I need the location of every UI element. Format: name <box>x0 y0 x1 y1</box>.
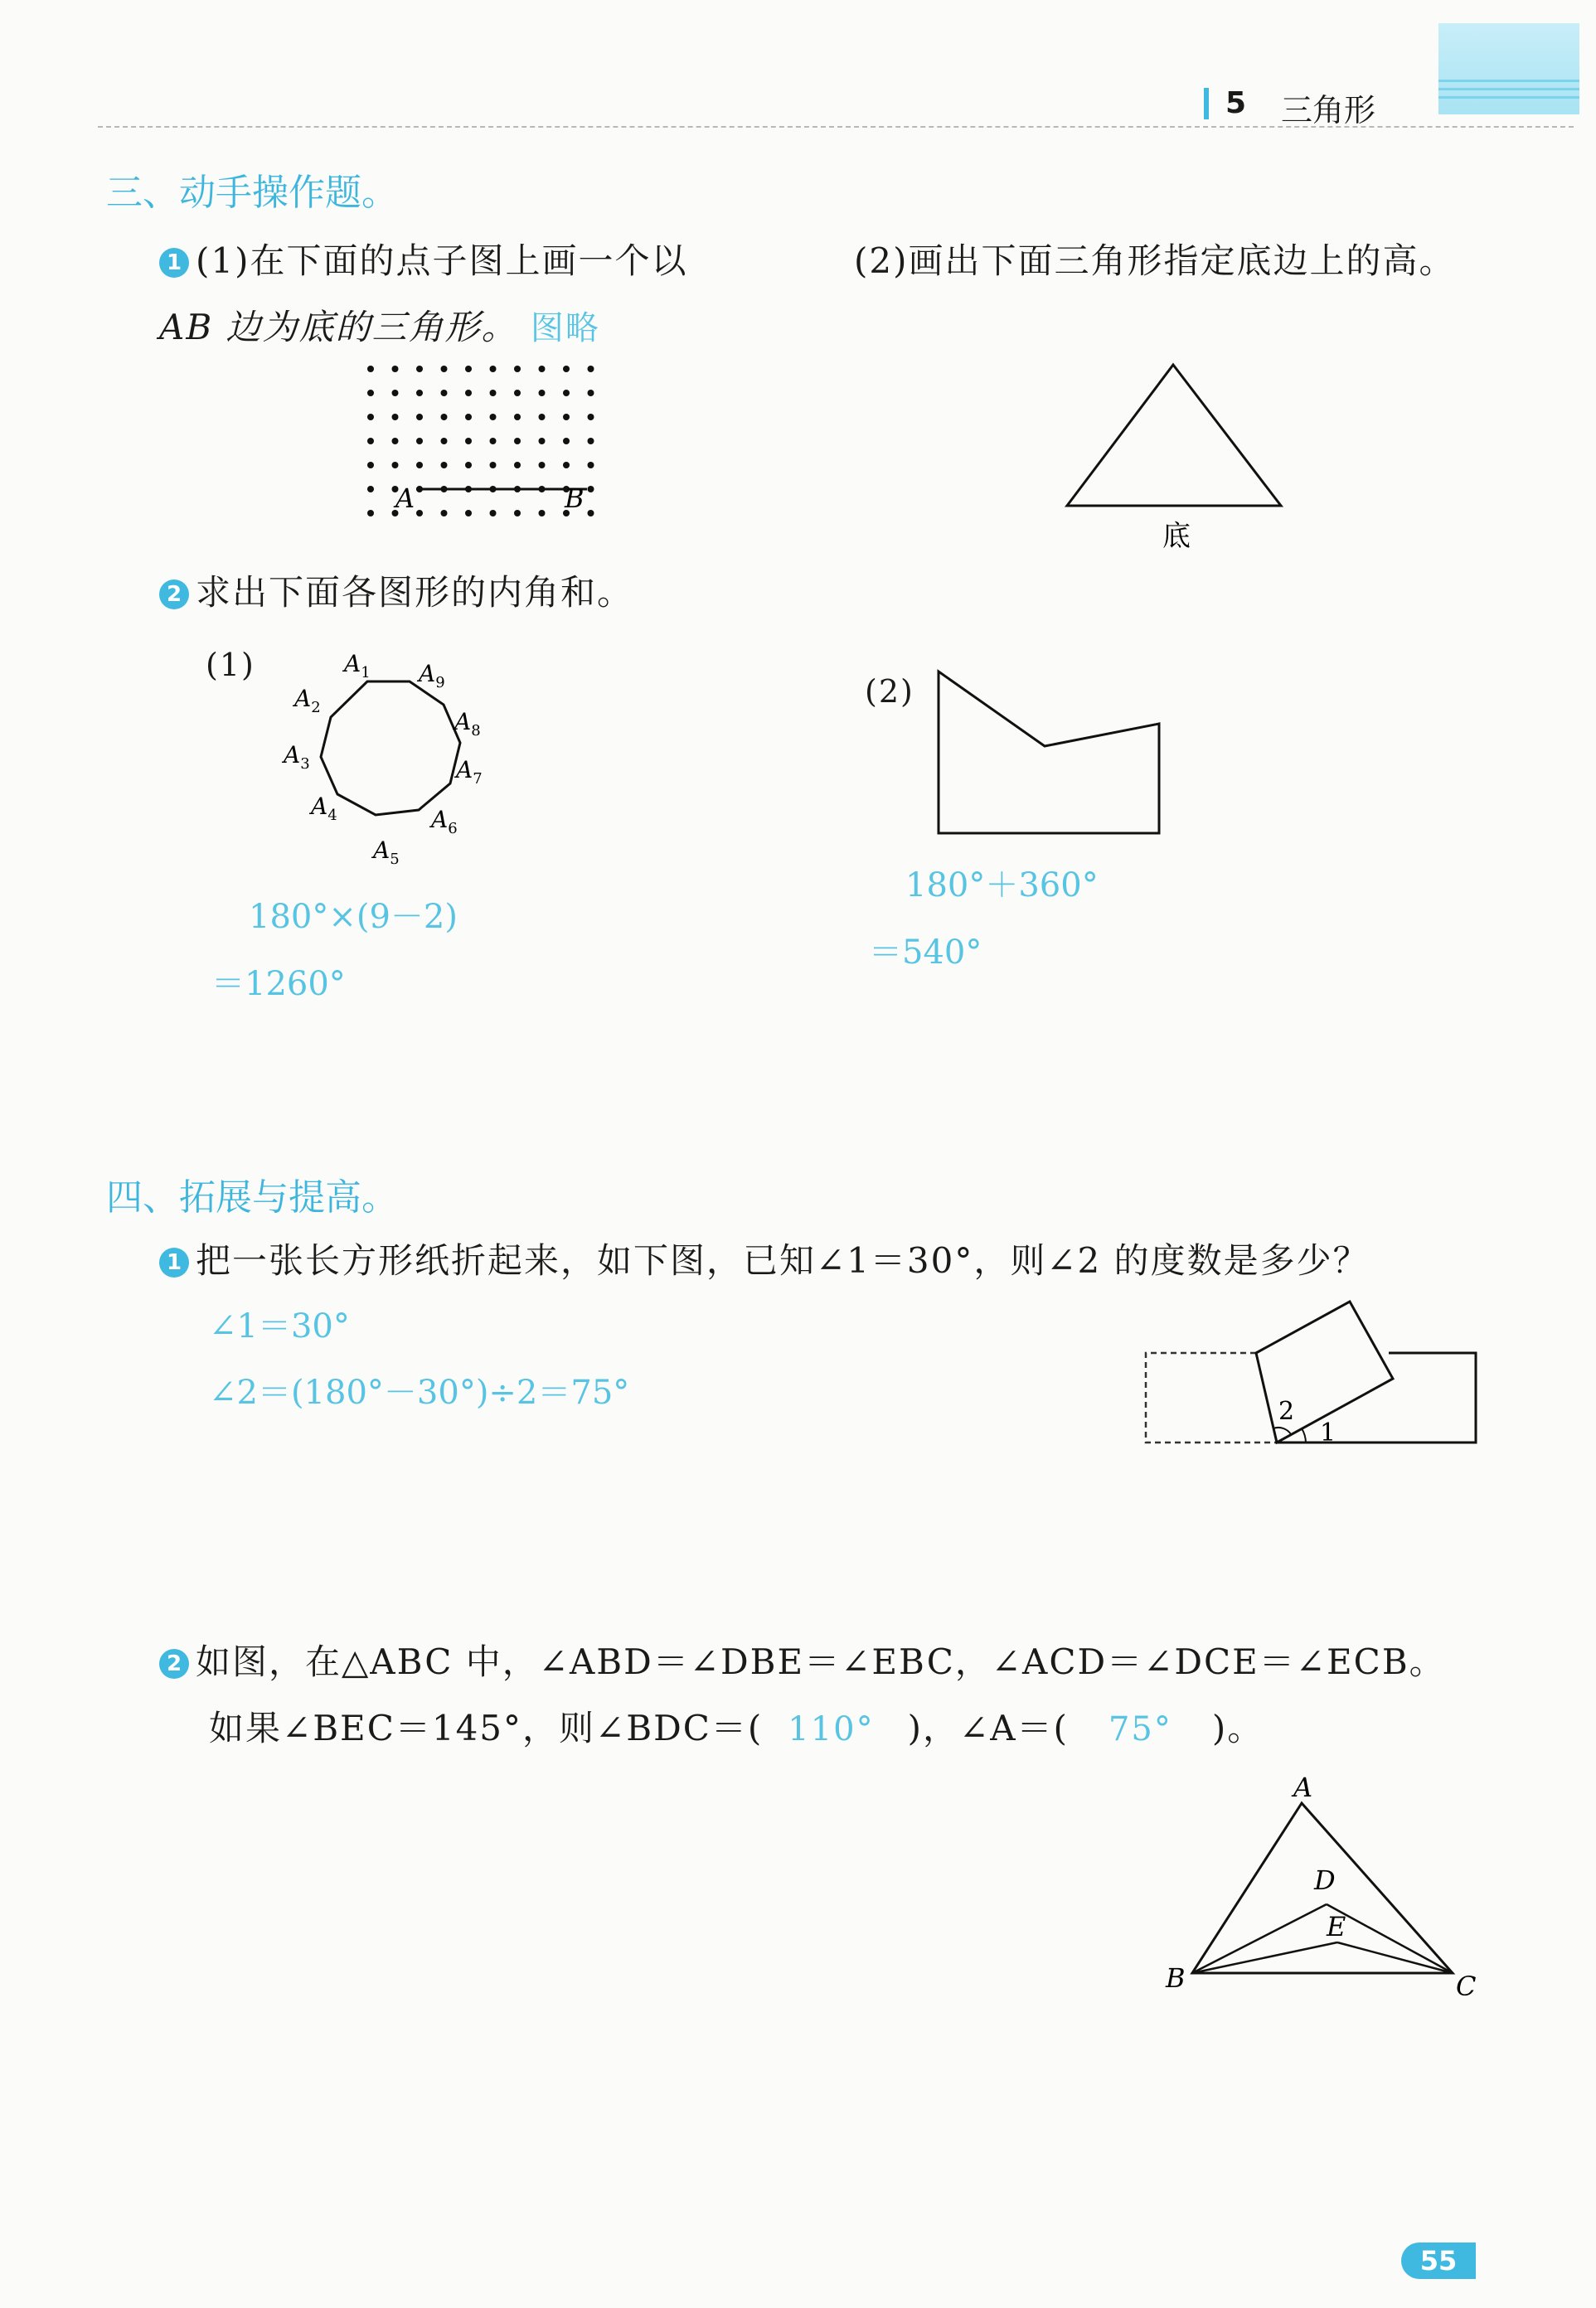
angle2-arc <box>1273 1428 1291 1434</box>
angle2-label: 2 <box>1278 1397 1295 1426</box>
grid-dot <box>367 390 374 396</box>
header-bar <box>0 0 1596 133</box>
grid-dot <box>563 414 570 420</box>
angle1-arc <box>1302 1428 1306 1442</box>
s4-q1-line <box>159 1234 1370 1283</box>
triangle-figure <box>1061 356 1310 555</box>
grid-dot <box>441 462 448 468</box>
grid-dot <box>588 462 594 468</box>
segment-bd <box>1192 1904 1327 1973</box>
s3-q1-part2-text: (2)画出下面三角形指定底边上的高。 <box>854 240 1456 281</box>
unfolded-outline <box>1146 1353 1277 1442</box>
dot-grid-figure <box>352 356 609 522</box>
grid-dot <box>539 366 546 372</box>
s3-q1-part1-text: (1)在下面的点子图上画一个以 <box>196 240 688 281</box>
grid-dot <box>392 438 399 444</box>
grid-dot <box>539 462 546 468</box>
answer1-line2: ＝1260° <box>211 965 346 1003</box>
s3-q1-part1-text2: AB 边为底的三角形。 <box>159 307 518 347</box>
grid-dot <box>490 438 497 444</box>
vertex-label-a9: $A_9$ <box>419 660 445 691</box>
grid-dot <box>465 366 472 372</box>
vertex-label-a2: $A_2$ <box>294 685 321 716</box>
grid-dot <box>416 414 423 420</box>
vertex-b-label: B <box>1166 1962 1186 1994</box>
nonagon-shape <box>321 681 460 815</box>
s4-q1-answer-line2: ∠2＝(180°－30°)÷2＝75° <box>209 1374 630 1412</box>
grid-dot <box>392 414 399 420</box>
nonagon-figure <box>274 638 514 870</box>
grid-dot <box>563 390 570 396</box>
folded-paper-figure <box>1136 1293 1484 1459</box>
vertex-label-a4: $A_4$ <box>311 793 337 824</box>
grid-dot <box>367 438 374 444</box>
grid-dot <box>416 438 423 444</box>
grid-dot <box>490 414 497 420</box>
header-dashed-rule <box>98 126 1574 128</box>
grid-dot <box>441 414 448 420</box>
s3-q2-text: 求出下面各图形的内角和。 <box>196 572 634 613</box>
label-b: B <box>565 482 585 514</box>
chapter-title: 三角形 <box>1281 92 1376 128</box>
s4-q2-text1: 如图，在△ABC 中，∠ABD＝∠DBE＝∠EBC，∠ACD＝∠DCE＝∠ECB。 <box>196 1641 1446 1682</box>
vertex-label-a5: $A_5$ <box>373 836 400 868</box>
s4-q1-answer-line1: ∠1＝30° <box>209 1307 350 1346</box>
s4-q2-text2-pre: 如果∠BEC＝145°，则∠BDC＝( <box>209 1708 764 1748</box>
grid-dot <box>392 462 399 468</box>
s4-q2-text2-mid: )，∠A＝( <box>907 1708 1069 1748</box>
vertex-label-a6: $A_6$ <box>431 806 458 837</box>
grid-dot <box>392 366 399 372</box>
answer-angle-a: 75° <box>1108 1710 1172 1748</box>
grid-dot <box>588 486 594 492</box>
fig1-label: (1) <box>206 647 255 683</box>
grid-dot <box>539 390 546 396</box>
grid-dot <box>441 438 448 444</box>
section3-title: 三、动手操作题。 <box>106 172 398 214</box>
grid-dot <box>465 438 472 444</box>
grid-dot <box>392 390 399 396</box>
answer2-line2: ＝540° <box>869 933 982 972</box>
grid-dot <box>416 390 423 396</box>
answer1-line1: 180°×(9－2) <box>249 898 458 936</box>
grid-dot <box>588 510 594 516</box>
s3-q1-badge: 1 <box>159 248 189 278</box>
grid-dot <box>490 366 497 372</box>
grid-dot <box>514 390 521 396</box>
grid-dot <box>367 510 374 516</box>
s3-q2-badge: 2 <box>159 579 189 609</box>
grid-dot <box>441 510 448 516</box>
page-number: 55 <box>1419 2245 1458 2276</box>
grid-dot <box>490 390 497 396</box>
triangle-shape <box>1067 365 1281 506</box>
angle1-label: 1 <box>1320 1418 1336 1447</box>
grid-dot <box>563 366 570 372</box>
grid-dot <box>490 462 497 468</box>
grid-dot <box>514 414 521 420</box>
answer-bdc: 110° <box>788 1710 875 1748</box>
grid-dot <box>588 438 594 444</box>
grid-dot <box>465 414 472 420</box>
triangle-abc-figure <box>1161 1770 1509 2010</box>
segment-ec <box>1337 1942 1453 1973</box>
grid-dot <box>441 366 448 372</box>
grid-dot <box>563 462 570 468</box>
vertex-label-a3: $A_3$ <box>284 741 310 773</box>
s3-q2-line <box>159 565 633 615</box>
grid-dot <box>514 366 521 372</box>
grid-dot <box>416 510 423 516</box>
s4-q2-badge: 2 <box>159 1649 189 1679</box>
grid-dot <box>490 510 497 516</box>
s4-q2-line1 <box>159 1635 1446 1685</box>
label-a: A <box>395 482 415 514</box>
vertex-label-a1: $A_1$ <box>344 650 371 681</box>
grid-dot <box>441 390 448 396</box>
grid-dot <box>416 462 423 468</box>
grid-dot <box>367 366 374 372</box>
grid-dot <box>465 462 472 468</box>
pentagon-shape <box>939 672 1159 833</box>
grid-dot <box>539 438 546 444</box>
s3-q1-answer: 图略 <box>530 309 600 347</box>
remaining-rectangle <box>1277 1353 1476 1442</box>
grid-dot <box>588 390 594 396</box>
section4-title: 四、拓展与提高。 <box>106 1176 398 1219</box>
grid-dot <box>539 414 546 420</box>
vertex-label-a8: $A_8$ <box>454 708 481 739</box>
s3-q1-line2 <box>159 300 600 350</box>
pentagon-figure <box>929 663 1177 846</box>
point-e-label: E <box>1327 1911 1346 1942</box>
base-label: 底 <box>1162 520 1191 553</box>
answer2-line1: 180°＋360° <box>905 866 1099 904</box>
chapter-number: 5 <box>1225 86 1247 120</box>
grid-dot <box>588 414 594 420</box>
header-accent-bar <box>1204 88 1209 119</box>
grid-dot <box>539 510 546 516</box>
fig2-label: (2) <box>865 673 914 710</box>
grid-dot <box>588 366 594 372</box>
grid-dot <box>367 462 374 468</box>
s4-q2-line2 <box>209 1701 1264 1751</box>
point-d-label: D <box>1314 1864 1336 1896</box>
grid-dot <box>416 366 423 372</box>
segment-be <box>1192 1942 1337 1973</box>
vertex-a-label: A <box>1293 1772 1313 1803</box>
header-tab-decoration <box>1438 23 1579 114</box>
grid-dot <box>465 390 472 396</box>
grid-dot <box>367 414 374 420</box>
grid-dot <box>465 510 472 516</box>
grid-dot <box>563 438 570 444</box>
vertex-c-label: C <box>1456 1971 1477 2002</box>
grid-dot <box>514 462 521 468</box>
page-number-badge <box>1401 2243 1476 2279</box>
s4-q1-badge: 1 <box>159 1248 189 1278</box>
grid-dot <box>367 486 374 492</box>
grid-dot <box>514 438 521 444</box>
s4-q2-text2-post: )。 <box>1211 1708 1264 1748</box>
grid-dot <box>514 510 521 516</box>
vertex-label-a7: $A_7$ <box>456 756 483 788</box>
s3-q1-line1 <box>159 234 688 284</box>
s4-q1-text: 把一张长方形纸折起来，如下图，已知∠1＝30°，则∠2 的度数是多少？ <box>196 1240 1370 1281</box>
